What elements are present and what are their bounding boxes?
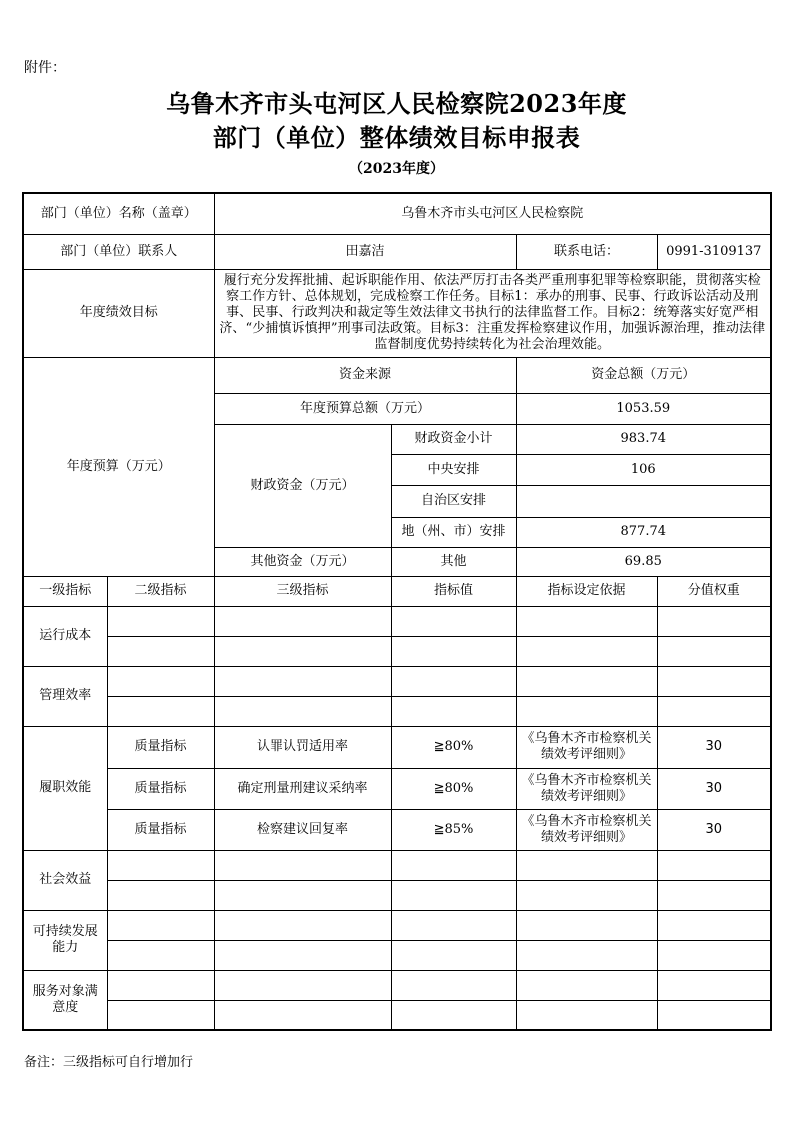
goal-label: 年度绩效目标 — [23, 269, 214, 357]
category-satisfaction: 服务对象满意度 — [23, 970, 107, 1030]
goal-row — [23, 269, 771, 357]
satisfaction-row-1 — [23, 970, 771, 1000]
fiscal-label: 财政资金（万元） — [214, 424, 391, 547]
header-level3: 三级指标 — [214, 576, 391, 606]
performance-row-1 — [23, 726, 771, 768]
other-value: 69.85 — [516, 547, 771, 576]
fiscal-subtotal-value: 983.74 — [516, 424, 771, 454]
title-line-2: 部门（单位）整体绩效目标申报表 — [212, 123, 581, 152]
fiscal-subtotal-label: 财政资金小计 — [391, 424, 516, 454]
phone-label: 联系电话： — [516, 234, 657, 269]
local-value: 877.74 — [516, 517, 771, 547]
dept-name-row — [23, 193, 771, 234]
sustainable-row-1 — [23, 910, 771, 940]
total-header: 资金总额（万元） — [516, 357, 771, 393]
contact-row — [23, 234, 771, 269]
central-value: 106 — [516, 454, 771, 485]
perf-value: ≧80% — [391, 726, 516, 768]
contact-label: 部门（单位）联系人 — [23, 234, 214, 269]
satisfaction-row-2 — [23, 1000, 771, 1030]
perf-basis: 《乌鲁木齐市检察机关绩效考评细则》 — [516, 768, 657, 809]
other-label: 其他资金（万元） — [214, 547, 391, 576]
cost-row-1 — [23, 606, 771, 636]
perf-value: ≧80% — [391, 768, 516, 809]
goal-text: 履行充分发挥批捕、起诉职能作用、依法严厉打击各类严重刑事犯罪等检察职能，贯彻落实检察工作方针、总体规划，完成检察工作任务。目标1：承办的刑事、民事、行政诉讼活动及刑事、民事、行政判决和裁定等生效法律文书执行的法律监督工作。目标2：统筹落实好宽严相济、“少捕慎诉慎押”刑事司法政策。目标3：注重发挥检察建议作用，加强诉源治理，推动法律监督制度优势持续转化为社会治理效能。 — [214, 269, 771, 357]
phone-value: 0991-3109137 — [657, 234, 771, 269]
annual-total-value: 1053.59 — [516, 393, 771, 424]
contact-value: 田嘉洁 — [214, 234, 516, 269]
header-weight: 分值权重 — [657, 576, 771, 606]
other-sub-label: 其他 — [391, 547, 516, 576]
perf-weight: 30 — [657, 809, 771, 850]
perf-weight: 30 — [657, 726, 771, 768]
indicator-header-row — [23, 576, 771, 606]
header-basis: 指标设定依据 — [516, 576, 657, 606]
category-performance: 履职效能 — [23, 726, 107, 850]
sustainable-row-2 — [23, 940, 771, 970]
performance-form-table — [22, 192, 772, 1031]
region-value — [516, 485, 771, 517]
perf-level2: 质量指标 — [107, 726, 214, 768]
social-row-2 — [23, 880, 771, 910]
region-label: 自治区安排 — [391, 485, 516, 517]
category-social: 社会效益 — [23, 850, 107, 910]
efficiency-row-2 — [23, 696, 771, 726]
perf-level2: 质量指标 — [107, 809, 214, 850]
source-header: 资金来源 — [214, 357, 516, 393]
budget-header-row — [23, 357, 771, 393]
category-sustainable: 可持续发展能力 — [23, 910, 107, 970]
perf-value: ≧85% — [391, 809, 516, 850]
perf-basis: 《乌鲁木齐市检察机关绩效考评细则》 — [516, 726, 657, 768]
header-value: 指标值 — [391, 576, 516, 606]
category-efficiency: 管理效率 — [23, 666, 107, 726]
perf-basis: 《乌鲁木齐市检察机关绩效考评细则》 — [516, 809, 657, 850]
attachment-label: 附件： — [24, 60, 66, 76]
perf-level3: 检察建议回复率 — [214, 809, 391, 850]
social-row-1 — [23, 850, 771, 880]
perf-level3: 确定刑量刑建议采纳率 — [214, 768, 391, 809]
header-level1: 一级指标 — [23, 576, 107, 606]
cost-row-2 — [23, 636, 771, 666]
annual-total-label: 年度预算总额（万元） — [214, 393, 516, 424]
performance-row-3 — [23, 809, 771, 850]
central-label: 中央安排 — [391, 454, 516, 485]
perf-level2: 质量指标 — [107, 768, 214, 809]
perf-weight: 30 — [657, 768, 771, 809]
title-line-1: 乌鲁木齐市头屯河区人民检察院2023年度 — [166, 89, 627, 118]
performance-row-2 — [23, 768, 771, 809]
local-label: 地（州、市）安排 — [391, 517, 516, 547]
category-cost: 运行成本 — [23, 606, 107, 666]
footer-note: 备注：三级指标可自行增加行 — [24, 1055, 194, 1070]
budget-label: 年度预算（万元） — [23, 357, 214, 576]
header-level2: 二级指标 — [107, 576, 214, 606]
year-label: （2023年度） — [349, 161, 444, 177]
perf-level3: 认罪认罚适用率 — [214, 726, 391, 768]
efficiency-row-1 — [23, 666, 771, 696]
dept-name-value: 乌鲁木齐市头屯河区人民检察院 — [214, 193, 771, 234]
dept-name-label: 部门（单位）名称（盖章） — [23, 193, 214, 234]
